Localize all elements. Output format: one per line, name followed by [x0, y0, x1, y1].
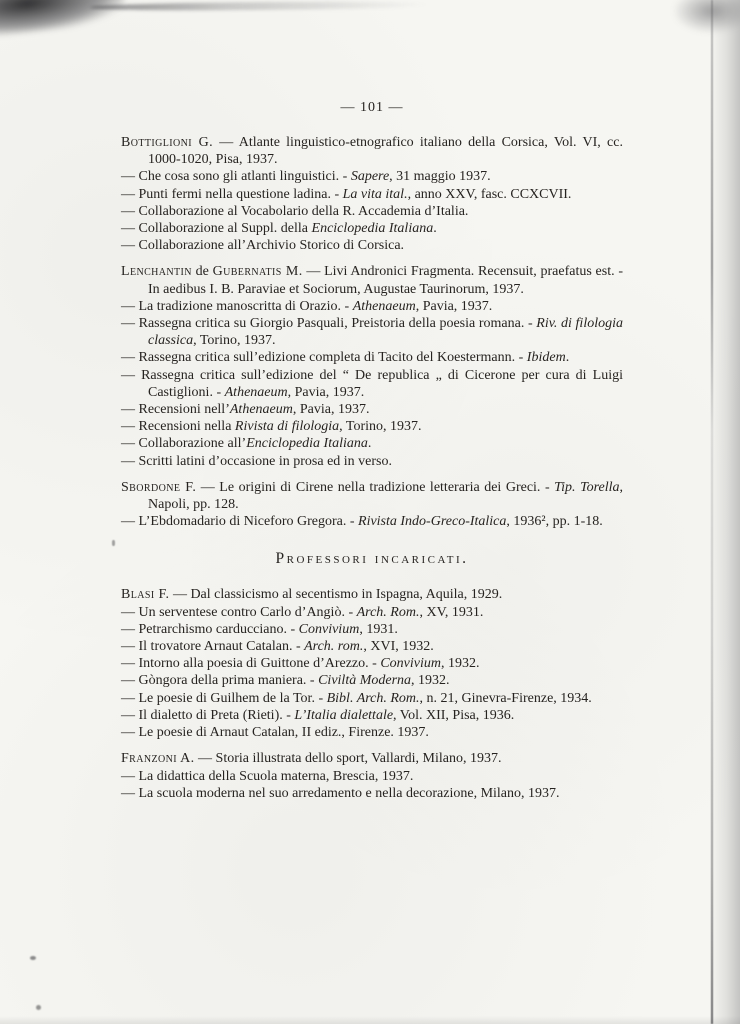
work-title: Bibl. Arch. Rom.: [326, 690, 420, 706]
bib-entry: [121, 690, 623, 707]
text-block: [121, 100, 623, 811]
work-title: Ibidem: [526, 350, 566, 366]
entry-text: — Gòngora della prima maniera. -: [121, 673, 319, 689]
entry-text: de: [191, 264, 213, 280]
work-title: Arch. Rom.: [356, 604, 420, 620]
author-name: Lenchantin: [121, 264, 192, 280]
work-title: Rivista di filologia: [234, 419, 340, 435]
work-title: Sapere: [350, 169, 390, 185]
entry-text: , Torino, 1937.: [339, 419, 422, 435]
bib-entry: [121, 263, 623, 297]
entry-text: — Atlante linguistico-etnografico italiano della Corsica, Vol. VI, cc. 1000-1020, Pisa, 1937.: [148, 135, 623, 168]
work-title: Athenaeum: [352, 298, 416, 314]
entry-text: — Il dialetto di Preta (Rieti). -: [121, 707, 295, 723]
work-title: Convivium: [380, 656, 441, 672]
work-title: Arch. rom.: [304, 639, 364, 655]
work-title: Tip. Torella: [554, 479, 620, 495]
work-title: Athenaeum: [229, 402, 293, 418]
entry-text: , 1936², pp. 1-18.: [506, 514, 603, 530]
entry-text: , Pavia, 1937.: [287, 384, 365, 400]
work-title: Enciclopedia Italiana: [246, 436, 368, 452]
entry-text: , Pavia, 1937.: [415, 298, 493, 314]
entry-text: , 1932.: [411, 673, 450, 689]
entry-text: , anno XXV, fasc. CCXCVII.: [407, 186, 572, 202]
bib-entry: [121, 186, 623, 203]
bib-entry: [121, 418, 623, 435]
scan-crease-right: [711, 0, 713, 1024]
bibliography: [121, 134, 623, 802]
entry-text: — Intorno alla poesia di Guittone d’Arezzo. -: [121, 656, 381, 672]
work-title: Athenaeum: [224, 384, 288, 400]
entry-text: — Collaborazione al Vocabolario della R. Accademia d’Italia.: [121, 203, 469, 219]
entry-text: — Rassegna critica sull’edizione completa di Tacito del Koestermann. -: [121, 350, 527, 366]
scan-shade-top-right: [672, 0, 740, 34]
entry-text: , Napoli, pp. 128.: [148, 479, 624, 513]
entry-text: , XVI, 1932.: [363, 639, 434, 655]
entry-text: , XV, 1931.: [419, 604, 484, 620]
entry-group: [121, 134, 623, 254]
bib-entry: [121, 785, 623, 802]
entry-text: — Il trovatore Arnaut Catalan. -: [121, 639, 305, 655]
scan-streak-top: [90, 1, 430, 12]
section-heading: Professori incaricati.: [275, 550, 469, 568]
work-title: La vita ital.: [342, 186, 408, 202]
author-name: Blasi F.: [121, 587, 170, 603]
author-name: Sbordone F.: [121, 479, 197, 495]
bib-entry: [121, 134, 623, 168]
work-title: L’Italia dialettale: [294, 707, 394, 723]
author-name: Gubernatis M.: [212, 264, 303, 280]
bib-entry: [121, 479, 623, 513]
entry-text: — Un serventese contro Carlo d’Angiò. -: [121, 604, 357, 620]
entry-text: .: [367, 436, 372, 452]
entry-text: — Storia illustrata dello sport, Vallardi, Milano, 1937.: [194, 751, 502, 767]
bib-entry: [121, 750, 623, 767]
entry-group: [121, 479, 623, 531]
entry-text: , 1931.: [359, 621, 398, 637]
entry-text: — Le poesie di Arnaut Catalan, II ediz., Firenze. 1937.: [121, 725, 429, 741]
entry-text: — Livi Andronici Fragmenta. Recensuit, praefatus est. - In aedibus I. B. Paraviae et Sociorum, Augustae Taurinorum, 1937.: [148, 264, 624, 297]
entry-text: , 31 maggio 1937.: [389, 169, 491, 185]
scan-edge-right: [710, 0, 740, 1024]
scan-speck: [112, 540, 115, 546]
bib-entry: [121, 768, 623, 785]
entry-group: [121, 750, 623, 802]
work-title: Convivium: [298, 621, 360, 637]
bib-entry: [121, 203, 623, 220]
work-title: Riv. di filologia classica: [148, 316, 623, 349]
entry-text: — Collaborazione al Suppl. della: [121, 221, 312, 237]
entry-text: , Pavia, 1937.: [292, 402, 370, 418]
bib-entry: [121, 655, 623, 672]
bib-entry: [121, 453, 623, 470]
entry-group: [121, 586, 623, 741]
bib-entry: [121, 349, 623, 366]
entry-text: — Recensioni nella: [121, 419, 235, 435]
bib-entry: [121, 672, 623, 689]
entry-text: — Punti fermi nella questione ladina. -: [121, 186, 343, 202]
bib-entry: [121, 168, 623, 185]
bib-entry: [121, 435, 623, 452]
entry-text: — La didattica della Scuola materna, Brescia, 1937.: [121, 768, 414, 784]
bib-entry: [121, 724, 623, 741]
work-title: Civiltà Moderna: [318, 673, 412, 689]
bib-entry: [121, 586, 623, 603]
entry-text: — Dal classicismo al secentismo in Ispagna, Aquila, 1929.: [169, 587, 503, 603]
entry-text: .: [433, 221, 437, 237]
entry-text: — La tradizione manoscritta di Orazio. -: [121, 298, 353, 314]
entry-text: — Scritti latini d’occasione in prosa ed in verso.: [121, 453, 392, 469]
work-title: Rivista Indo-Greco-Italica: [358, 514, 507, 530]
scan-speck: [30, 956, 36, 960]
bib-entry: [121, 298, 623, 315]
entry-text: — Le poesie di Guilhem de la Tor. -: [121, 690, 327, 706]
entry-text: .: [565, 350, 570, 366]
bib-entry: [121, 638, 623, 655]
page-number: — 101 —: [340, 100, 404, 115]
work-title: Enciclopedia Italiana: [311, 221, 434, 237]
entry-text: — Recensioni nell’: [121, 402, 230, 418]
bib-entry: [121, 237, 623, 254]
author-name: Franzoni A.: [121, 751, 195, 767]
entry-text: , 1932.: [440, 656, 480, 672]
bib-entry: [121, 621, 623, 638]
entry-text: — Le origini di Cirene nella tradizione letteraria dei Greci. -: [196, 479, 555, 495]
entry-text: — Che cosa sono gli atlanti linguistici. -: [121, 169, 351, 185]
entry-text: — L’Ebdomadario di Niceforo Gregora. -: [121, 514, 359, 530]
scan-edge-bottom: [0, 1016, 740, 1024]
entry-text: , Torino, 1937.: [193, 333, 276, 349]
entry-group: [121, 263, 623, 469]
bib-entry: [121, 315, 623, 349]
entry-text: — Petrarchismo carducciano. -: [121, 621, 299, 637]
bib-entry: [121, 401, 623, 418]
entry-text: — Rassegna critica su Giorgio Pasquali, Preistoria della poesia romana. -: [121, 316, 537, 332]
bib-entry: [121, 220, 623, 237]
entry-text: — La scuola moderna nel suo arredamento e nella decorazione, Milano, 1937.: [121, 785, 560, 801]
scan-speck: [36, 1005, 41, 1010]
entry-text: , n. 21, Ginevra-Firenze, 1934.: [419, 690, 592, 706]
entry-text: — Rassegna critica sull’edizione del “ De republica „ di Cicerone per cura di Luigi Castiglioni. -: [121, 367, 623, 400]
bib-entry: [121, 367, 623, 401]
entry-text: — Collaborazione all’Archivio Storico di Corsica.: [121, 238, 405, 254]
entry-text: , Vol. XII, Pisa, 1936.: [393, 707, 515, 723]
scan-smudge-top-left: [0, 0, 127, 38]
author-name: Bottiglioni G.: [121, 135, 213, 150]
entry-text: — Collaborazione all’: [121, 436, 247, 452]
bib-entry: [121, 513, 623, 530]
bib-entry: [121, 604, 623, 621]
bib-entry: [121, 707, 623, 724]
